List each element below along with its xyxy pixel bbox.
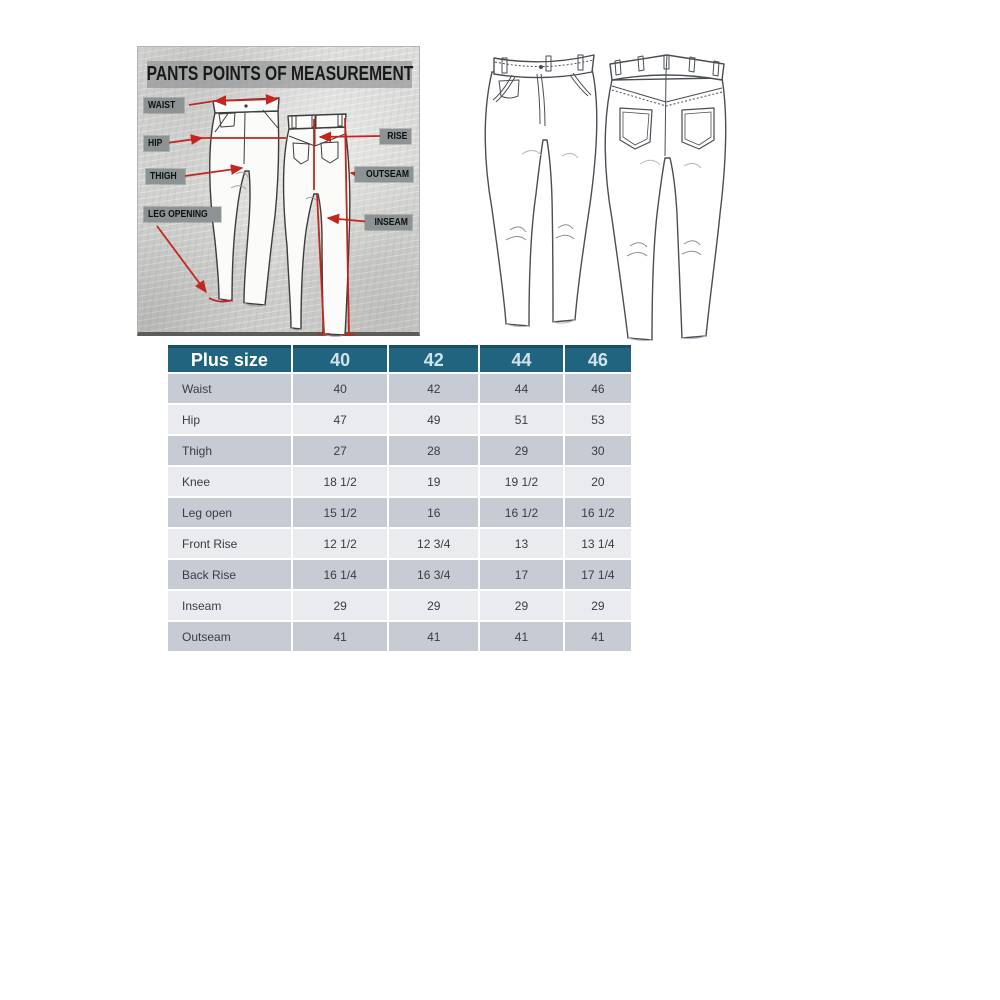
row-label: Knee bbox=[168, 467, 291, 496]
table-cell: 30 bbox=[565, 436, 631, 465]
table-row-inseam bbox=[168, 591, 631, 620]
row-label: Back Rise bbox=[168, 560, 291, 589]
table-cell: 44 bbox=[480, 374, 563, 403]
table-cell: 49 bbox=[389, 405, 478, 434]
table-row-waist bbox=[168, 374, 631, 403]
back-pants-sketch bbox=[284, 114, 350, 336]
table-row-hip bbox=[168, 405, 631, 434]
table-cell: 16 1/2 bbox=[565, 498, 631, 527]
label-outseam: OUTSEAM bbox=[355, 167, 413, 182]
table-cell: 20 bbox=[565, 467, 631, 496]
size-column-44: 44 bbox=[480, 345, 563, 372]
label-rise: RISE bbox=[380, 129, 411, 144]
table-cell: 13 bbox=[480, 529, 563, 558]
table-cell: 12 1/2 bbox=[293, 529, 388, 558]
table-cell: 29 bbox=[293, 591, 388, 620]
size-column-46: 46 bbox=[565, 345, 631, 372]
table-cell: 29 bbox=[480, 591, 563, 620]
size-column-40: 40 bbox=[293, 345, 388, 372]
table-cell: 41 bbox=[389, 622, 478, 651]
label-leg-opening: LEG OPENING bbox=[144, 207, 221, 222]
row-label: Leg open bbox=[168, 498, 291, 527]
table-cell: 40 bbox=[293, 374, 388, 403]
table-cell: 16 1/4 bbox=[293, 560, 388, 589]
table-cell: 29 bbox=[565, 591, 631, 620]
table-row-knee bbox=[168, 467, 631, 496]
row-label: Inseam bbox=[168, 591, 291, 620]
table-cell: 18 1/2 bbox=[293, 467, 388, 496]
table-cell: 19 1/2 bbox=[480, 467, 563, 496]
table-row-leg-open bbox=[168, 498, 631, 527]
diagram-title: PANTS POINTS OF MEASUREMENT bbox=[146, 63, 413, 85]
pants-diagram-art bbox=[138, 47, 421, 337]
table-cell: 41 bbox=[565, 622, 631, 651]
table-cell: 16 1/2 bbox=[480, 498, 563, 527]
table-cell: 12 3/4 bbox=[389, 529, 478, 558]
table-cell: 16 3/4 bbox=[389, 560, 478, 589]
table-cell: 42 bbox=[389, 374, 478, 403]
label-hip: HIP bbox=[144, 136, 169, 151]
table-row-outseam bbox=[168, 622, 631, 651]
table-cell: 47 bbox=[293, 405, 388, 434]
jeans-back-sketch bbox=[605, 55, 725, 341]
table-row-thigh bbox=[168, 436, 631, 465]
table-cell: 28 bbox=[389, 436, 478, 465]
size-column-42: 42 bbox=[389, 345, 478, 372]
table-cell: 27 bbox=[293, 436, 388, 465]
table-cell: 19 bbox=[389, 467, 478, 496]
size-chart-table bbox=[166, 343, 633, 653]
row-label: Thigh bbox=[168, 436, 291, 465]
table-cell: 16 bbox=[389, 498, 478, 527]
table-cell: 51 bbox=[480, 405, 563, 434]
row-label: Hip bbox=[168, 405, 291, 434]
row-label: Waist bbox=[168, 374, 291, 403]
table-cell: 41 bbox=[480, 622, 563, 651]
table-cell: 13 1/4 bbox=[565, 529, 631, 558]
table-row-front-rise bbox=[168, 529, 631, 558]
table-title: Plus size bbox=[168, 345, 291, 372]
table-cell: 17 1/4 bbox=[565, 560, 631, 589]
table-cell: 41 bbox=[293, 622, 388, 651]
table-cell: 46 bbox=[565, 374, 631, 403]
front-pants-sketch bbox=[210, 98, 279, 306]
jeans-flat-sketches bbox=[462, 34, 738, 346]
label-waist: WAIST bbox=[144, 98, 184, 113]
label-inseam: INSEAM bbox=[365, 215, 412, 230]
diagram-title-band bbox=[147, 61, 412, 88]
table-cell: 15 1/2 bbox=[293, 498, 388, 527]
table-row-back-rise bbox=[168, 560, 631, 589]
row-label: Outseam bbox=[168, 622, 291, 651]
table-header-row bbox=[168, 345, 631, 372]
label-thigh: THIGH bbox=[146, 169, 185, 184]
table-cell: 29 bbox=[389, 591, 478, 620]
table-cell: 29 bbox=[480, 436, 563, 465]
jeans-front-sketch bbox=[485, 55, 597, 327]
table-cell: 17 bbox=[480, 560, 563, 589]
pants-measurement-diagram bbox=[137, 46, 420, 336]
row-label: Front Rise bbox=[168, 529, 291, 558]
table-cell: 53 bbox=[565, 405, 631, 434]
